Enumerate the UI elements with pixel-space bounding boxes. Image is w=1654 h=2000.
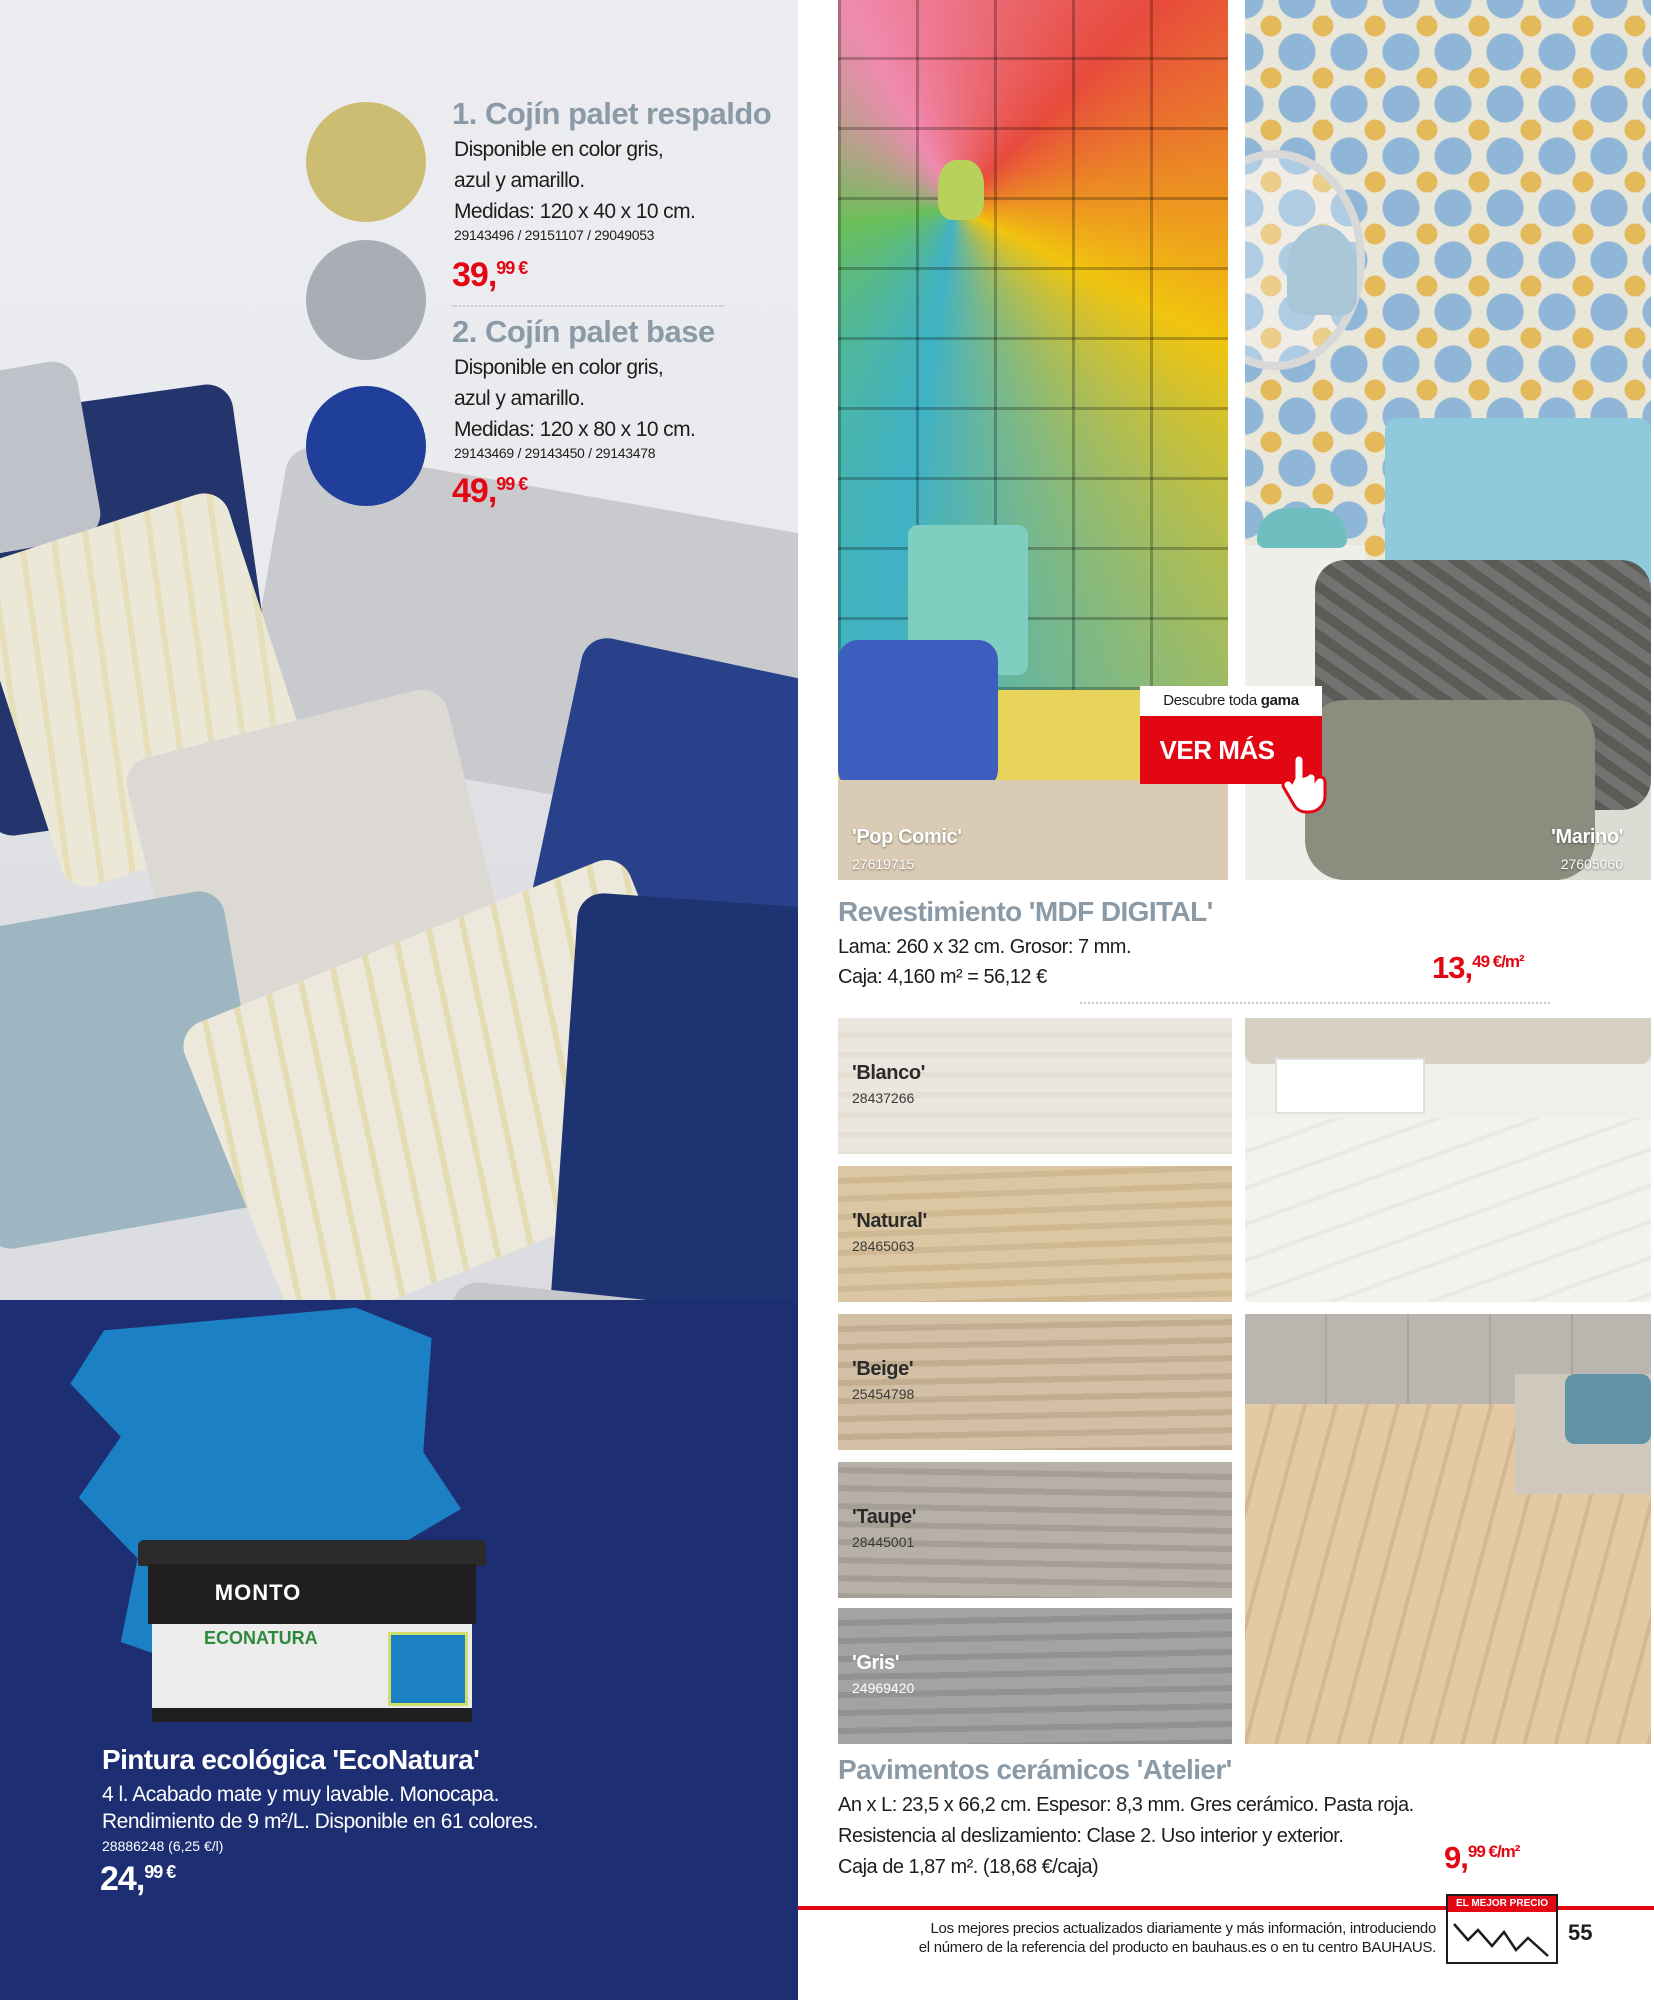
pop-comic-label: 'Pop Comic' (852, 826, 962, 848)
paint-title: Pintura ecológica 'EcoNatura' (102, 1744, 480, 1775)
atelier-title: Pavimentos cerámicos 'Atelier' (838, 1754, 1232, 1785)
cushion-base-desc-1: Disponible en color gris, (454, 356, 664, 379)
mdf-price (1432, 950, 1524, 986)
price-int: 24, (100, 1860, 145, 1898)
price-int: 13, (1432, 950, 1473, 985)
swatch-label: 'Taupe' (852, 1506, 917, 1528)
divider (1080, 1002, 1550, 1004)
bucket-brand: MONTO (214, 1580, 302, 1605)
page-number: 55 (1568, 1920, 1593, 1945)
price-int: 49, (452, 472, 497, 510)
cushion-back-title: 1. Cojín palet respaldo (452, 96, 772, 131)
atelier-spec-1: An x L: 23,5 x 66,2 cm. Espesor: 8,3 mm. Gres cerámico. Pasta roja. (838, 1794, 1414, 1816)
price-dec: 99 € (496, 474, 528, 494)
ver-mas-label: VER MÁS (1159, 735, 1275, 765)
cushion-base-desc-2: azul y amarillo. (454, 387, 585, 410)
blue-sofa (838, 640, 998, 790)
swatch-label: 'Natural' (852, 1210, 927, 1232)
floor-swatch-beige (838, 1314, 1232, 1450)
marino-ref: 27605060 (1560, 856, 1623, 872)
toy-car (1257, 508, 1347, 548)
cushion-base-size: Medidas: 120 x 80 x 10 cm. (454, 418, 696, 441)
marino-label: 'Marino' (1551, 826, 1623, 848)
floor-tiles (1245, 1118, 1651, 1302)
price-dec: 99 € (144, 1862, 176, 1882)
cushion-base-title: 2. Cojín palet base (452, 314, 715, 349)
cushion-base-price (452, 472, 527, 511)
price-int: 9, (1444, 1840, 1468, 1875)
cushion-back-desc-1: Disponible en color gris, (454, 138, 664, 161)
swatch-ref: 28445001 (852, 1534, 915, 1550)
bucket-lid (138, 1540, 486, 1566)
bucket-swatch (388, 1632, 468, 1706)
swatch-label: 'Gris' (852, 1652, 900, 1674)
cushion-back-refs: 29143496 / 29151107 / 29049053 (454, 227, 655, 243)
swatch-yellow (306, 102, 426, 222)
swatch-label: 'Beige' (852, 1358, 914, 1380)
floor-swatch-natural (838, 1166, 1232, 1302)
pouf (1305, 700, 1595, 880)
mdf-spec-2: Caja: 4,160 m² = 56,12 € (838, 966, 1047, 988)
swatch-ref: 25454798 (852, 1386, 915, 1402)
atelier-price (1444, 1840, 1519, 1876)
coffee-table (1275, 1058, 1425, 1114)
bucket-bottom (152, 1708, 472, 1722)
paint-price (100, 1860, 175, 1899)
floor-swatch-taupe (838, 1462, 1232, 1598)
glass-lamp (1287, 225, 1357, 315)
atelier-spec-3: Caja de 1,87 m². (18,68 €/caja) (838, 1856, 1099, 1878)
mdf-title: Revestimiento 'MDF DIGITAL' (838, 896, 1213, 927)
swatch-grey (306, 240, 426, 360)
living-room-photo (1245, 1018, 1651, 1302)
paint-desc-1: 4 l. Acabado mate y muy lavable. Monocapa. (102, 1783, 499, 1806)
atelier-spec-2: Resistencia al deslizamiento: Clase 2. Uso interior y exterior. (838, 1825, 1344, 1847)
price-trend-icon (1452, 1916, 1552, 1960)
floor-swatch-blanco (838, 1018, 1232, 1154)
comic-wall (838, 0, 1228, 690)
paint-desc-2: Rendimiento de 9 m²/L. Disponible en 61 colores. (102, 1810, 538, 1833)
price-dec: 99 €/m² (1467, 1842, 1520, 1861)
paint-bucket (138, 1540, 486, 1720)
cta-caption (1140, 686, 1322, 716)
price-dec: 49 €/m² (1472, 952, 1524, 971)
footer-text-2: el número de la referencia del producto en bauhaus.es o en tu centro BAUHAUS. (918, 1939, 1436, 1956)
cushion-back-desc-2: azul y amarillo. (454, 169, 585, 192)
hand-pointer-icon (1280, 752, 1330, 816)
cushion-back-size: Medidas: 120 x 40 x 10 cm. (454, 200, 696, 223)
page-gutter (798, 0, 838, 2000)
paint-ref: 28886248 (6,25 €/l) (102, 1838, 224, 1854)
price-int: 39, (452, 256, 497, 294)
price-dec: 99 € (496, 258, 528, 278)
floor-swatch-gris (838, 1608, 1232, 1744)
divider (452, 305, 724, 307)
mdf-spec-1: Lama: 260 x 32 cm. Grosor: 7 mm. (838, 936, 1131, 958)
swatch-ref: 28437266 (852, 1090, 915, 1106)
badge-title: EL MEJOR PRECIO (1448, 1896, 1556, 1912)
swatch-label: 'Blanco' (852, 1062, 925, 1084)
cushion-back-price (452, 256, 527, 295)
cta-caption-bold: gama (1260, 692, 1299, 709)
footer-text-1: Los mejores precios actualizados diariamente y más información, introduciendo (930, 1920, 1436, 1937)
cta-caption-text: Descubre toda (1163, 692, 1261, 709)
swatch-blue (306, 386, 426, 506)
cushion-base-refs: 29143469 / 29143450 / 29143478 (454, 445, 656, 461)
bedroom-photo (1245, 1314, 1651, 1744)
teal-blanket (1565, 1374, 1651, 1444)
best-price-badge (1446, 1894, 1558, 1964)
pop-comic-ref: 27619715 (852, 856, 915, 872)
bucket-product-name: ECONATURA (204, 1628, 318, 1648)
pendant-lamp (938, 160, 984, 220)
swatch-ref: 28465063 (852, 1238, 915, 1254)
swatch-ref: 24969420 (852, 1680, 915, 1696)
